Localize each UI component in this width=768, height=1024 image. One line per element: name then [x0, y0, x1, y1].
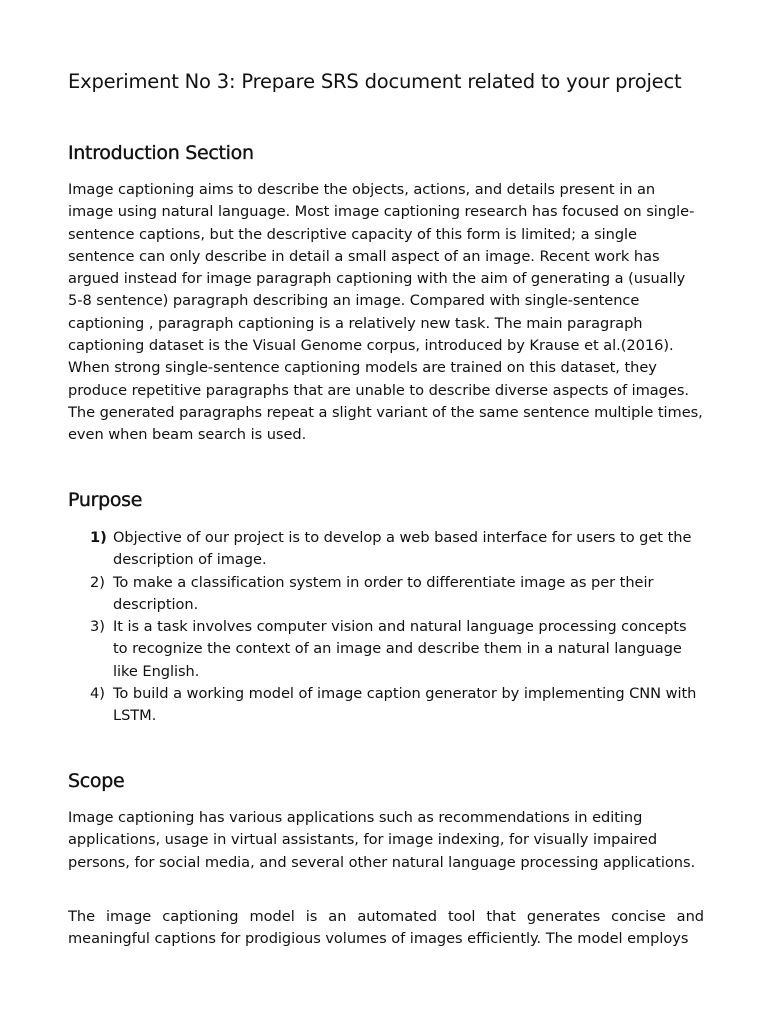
- purpose-list: [90, 527, 704, 728]
- purpose-item-number: 3): [90, 618, 105, 636]
- purpose-item-text: To make a classification system in order to differentiate image as per their description.: [113, 573, 654, 613]
- purpose-item-number: 1): [90, 529, 107, 546]
- scope-paragraph-1: Image captioning has various applications such as recommendations in editing applications, usage in virtual assistants, for image indexing, for visually impaired persons, for social media, and several other natural language processing applications.: [68, 809, 696, 871]
- purpose-item-3: [90, 616, 704, 683]
- purpose-item-4: [90, 683, 704, 728]
- purpose-item-number: 2): [90, 573, 105, 591]
- introduction-heading: Introduction Section: [68, 142, 254, 164]
- purpose-item-1: [90, 527, 704, 572]
- purpose-item-number: 4): [90, 685, 105, 703]
- purpose-heading: Purpose: [68, 489, 143, 511]
- document-title: Experiment No 3: Prepare SRS document related to your project: [68, 70, 682, 93]
- scope-paragraph-2: The image captioning model is an automated tool that generates concise and meaningful captions for prodigious volumes of images efficiently. The model employs: [68, 908, 704, 948]
- purpose-item-text: To build a working model of image caption generator by implementing CNN with LSTM.: [113, 685, 697, 725]
- scope-heading: Scope: [68, 770, 125, 792]
- purpose-item-text: It is a task involves computer vision and natural language processing concepts to recognize the context of an image and describe them in a natural language like English.: [113, 618, 687, 680]
- purpose-item-2: [90, 572, 704, 617]
- purpose-item-text: Objective of our project is to develop a web based interface for users to get the description of image.: [113, 529, 692, 569]
- introduction-paragraph: Image captioning aims to describe the objects, actions, and details present in an image using natural language. Most image captioning research has focused on single-sentence captions, but the descriptive capacity of this form is limited; a single sentence can only describe in detail a small aspect of an image. Recent work has argued instead for image paragraph captioning with the aim of generating a (usually 5-8 sentence) paragraph describing an image. Compared with single-sentence captioning , paragraph captioning is a relatively new task. The main paragraph captioning dataset is the Visual Genome corpus, introduced by Krause et al.(2016). When strong single-sentence captioning models are trained on this dataset, they produce repetitive paragraphs that are unable to describe diverse aspects of images. The generated paragraphs repeat a slight variant of the same sentence multiple times, even when beam search is used.: [68, 181, 703, 444]
